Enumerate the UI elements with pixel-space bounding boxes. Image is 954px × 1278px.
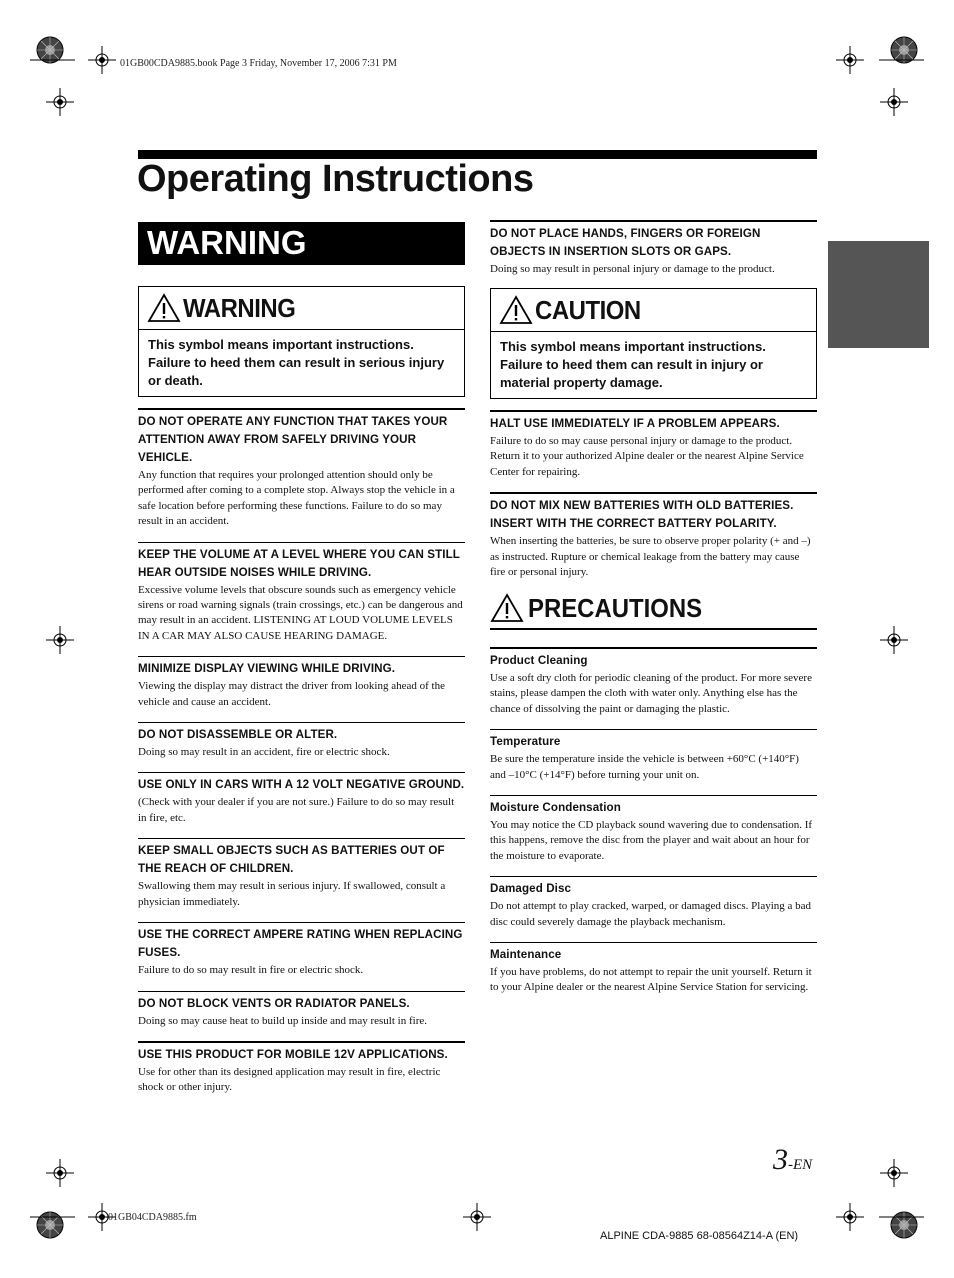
section: [490, 492, 817, 580]
precautions-title: PRECAUTIONS: [528, 592, 703, 623]
precaution-heading: Damaged Disc: [490, 882, 572, 896]
precaution-section: [490, 795, 817, 864]
section-text: Doing so may result in personal injury or damage to the product.: [490, 263, 775, 275]
section-text: Any function that requires your prolonged attention should only be performed after coming to a complete stop. Always stop the vehicle in a safe location before performing these functions. Failure to do so may result in an accident.: [138, 469, 455, 528]
section-heading: USE THIS PRODUCT FOR MOBILE 12V APPLICATIONS.: [138, 1047, 448, 1061]
precaution-text: Use a soft dry cloth for periodic cleaning of the product. For more severe stains, please dampen the cloth with water only. Anything else has the chance of dissolving the paint or damaging the plastic.: [490, 672, 812, 715]
section: [138, 922, 465, 978]
caution-box: [490, 288, 817, 399]
section-heading: USE ONLY IN CARS WITH A 12 VOLT NEGATIVE GROUND.: [138, 778, 465, 792]
section-text: (Check with your dealer if you are not sure.) Failure to do so may result in fire, etc.: [138, 796, 455, 824]
page-number-value: 3: [773, 1143, 788, 1176]
precaution-heading: Product Cleaning: [490, 654, 588, 667]
section-heading: DO NOT MIX NEW BATTERIES WITH OLD BATTERIES. INSERT WITH THE CORRECT BATTERY POLARITY.: [490, 499, 794, 531]
precautions-sections: [490, 647, 817, 996]
warning-triangle-icon: [147, 293, 181, 323]
precaution-text: Be sure the temperature inside the vehicle is between +60°C (+140°F) and –10°C (+14°F) before turning your unit on.: [490, 753, 799, 781]
section-heading: DO NOT BLOCK VENTS OR RADIATOR PANELS.: [138, 996, 410, 1010]
section: [138, 542, 465, 645]
precaution-heading: Maintenance: [490, 948, 562, 962]
warning-box: [138, 286, 465, 397]
section-heading: DO NOT OPERATE ANY FUNCTION THAT TAKES YOUR ATTENTION AWAY FROM SAFELY DRIVING YOUR VEHICLE.: [138, 415, 448, 464]
section: [490, 410, 817, 480]
warning-box-text: This symbol means important instructions. Failure to heed them can result in serious injury or death.: [148, 337, 445, 388]
page-number: [773, 1143, 812, 1177]
precaution-section: [490, 876, 817, 930]
section: [138, 991, 465, 1029]
precaution-section: [490, 729, 817, 783]
caution-box-text: This symbol means important instructions. Failure to heed them can result in injury or material property damage.: [500, 339, 766, 390]
section-text: Use for other than its designed application may result in fire, electric shock or other injury.: [138, 1065, 441, 1094]
section-heading: HALT USE IMMEDIATELY IF A PROBLEM APPEARS.: [490, 417, 780, 430]
precaution-text: If you have problems, do not attempt to repair the unit yourself. Return it to your Alpine dealer or the nearest Alpine Service Station for servicing.: [490, 966, 812, 994]
precautions-triangle-icon: [490, 593, 524, 623]
file-info-bottom: 01GB04CDA9885.fm: [108, 1212, 197, 1223]
section: [138, 1041, 465, 1096]
section-text: When inserting the batteries, be sure to observe proper polarity (+ and –) as instructed. Rupture or chemical leakage from the battery may cause fire or personal injury.: [490, 535, 811, 579]
warning-banner: WARNING: [138, 222, 465, 265]
section-heading: DO NOT PLACE HANDS, FINGERS OR FOREIGN OBJECTS IN INSERTION SLOTS OR GAPS.: [490, 227, 761, 258]
section-text: Doing so may result in an accident, fire or electric shock.: [138, 746, 390, 759]
warning-box-header: [139, 287, 464, 330]
file-info-top: 01GB00CDA9885.book Page 3 Friday, November 17, 2006 7:31 PM: [120, 58, 397, 69]
section-heading: DO NOT DISASSEMBLE OR ALTER.: [138, 728, 338, 742]
right-sections: [490, 410, 817, 580]
section: [138, 722, 465, 760]
section: [138, 656, 465, 710]
page-title: Operating Instructions: [137, 158, 534, 200]
section-heading: KEEP THE VOLUME AT A LEVEL WHERE YOU CAN STILL HEAR OUTSIDE NOISES WHILE DRIVING.: [138, 547, 460, 579]
precaution-text: You may notice the CD playback sound wavering due to condensation. If this happens, remove the disc from the player and wait about an hour for the moisture to evaporate.: [490, 819, 813, 862]
section-heading: USE THE CORRECT AMPERE RATING WHEN REPLACING FUSES.: [138, 928, 463, 960]
section: [138, 772, 465, 826]
caution-triangle-icon: [499, 295, 533, 325]
precaution-text: Do not attempt to play cracked, warped, or damaged discs. Playing a bad disc could severely damage the playback mechanism.: [490, 900, 812, 928]
section-text: Failure to do so may cause personal injury or damage to the product. Return it to your authorized Alpine dealer or the nearest Alpine Service Center for repairing.: [490, 435, 804, 478]
section-heading: MINIMIZE DISPLAY VIEWING WHILE DRIVING.: [138, 662, 396, 676]
section-tab: [828, 241, 929, 348]
caution-box-title: CAUTION: [535, 294, 641, 325]
section-text: Doing so may cause heat to build up inside and may result in fire.: [138, 1014, 427, 1027]
page-number-suffix: -EN: [788, 1157, 813, 1173]
left-sections: [138, 408, 465, 1096]
precaution-heading: Moisture Condensation: [490, 801, 621, 815]
caution-box-header: [491, 289, 816, 332]
precaution-section: [490, 942, 817, 996]
section: [138, 838, 465, 910]
footer-model: ALPINE CDA-9885 68-08564Z14-A (EN): [600, 1230, 799, 1242]
section-text: Failure to do so may result in fire or electric shock.: [138, 964, 364, 977]
section-text: Swallowing them may result in serious injury. If swallowed, consult a physician immediately.: [138, 880, 446, 908]
section: [490, 220, 817, 277]
section-text: Viewing the display may distract the driver from looking ahead of the vehicle and cause an accident.: [138, 680, 445, 708]
precaution-heading: Temperature: [490, 735, 561, 749]
warning-box-title: WARNING: [183, 292, 296, 323]
section-text: Excessive volume levels that obscure sounds such as emergency vehicle sirens or road warning signals (train crossings, etc.) can be dangerous and may result in an accident. LISTENING AT LOUD VOLUME LEVELS IN A CAR MAY ALSO CAUSE HEARING DAMAGE.: [138, 583, 463, 642]
precautions-header: [490, 588, 817, 630]
section: [138, 408, 465, 530]
precaution-section: [490, 647, 817, 717]
section-heading: KEEP SMALL OBJECTS SUCH AS BATTERIES OUT OF THE REACH OF CHILDREN.: [138, 844, 445, 876]
